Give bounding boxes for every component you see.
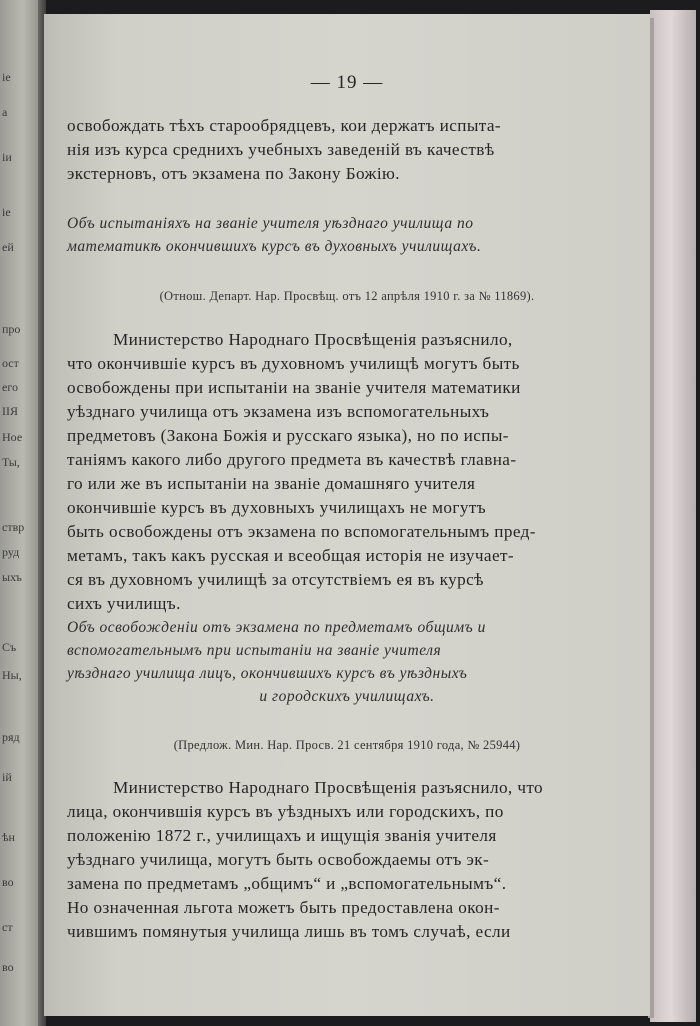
text-line: положенію 1872 г., училищахъ и ищущія званія учителя — [67, 826, 497, 845]
facing-page-edge — [0, 0, 42, 1026]
facing-page-fragment: ряд — [2, 730, 20, 744]
text-line: Министерство Народнаго Просвѣщенія разъяснило, что — [113, 778, 544, 797]
body-paragraph — [44, 328, 650, 616]
facing-page-fragment: ыхъ — [2, 570, 22, 584]
facing-page-fragment: во — [2, 875, 14, 889]
facing-page-fragment: руд — [2, 545, 20, 559]
facing-page-fragment: ІІЯ — [2, 404, 18, 418]
facing-page-fragment: iи — [2, 150, 12, 164]
text-line: замена по предметамъ „общимъ“ и „вспомогательнымъ“. — [67, 874, 507, 893]
facing-page-fragment: ie — [2, 70, 11, 84]
text-line: быть освобождены отъ экзамена по вспомогательнымъ пред- — [67, 522, 536, 541]
section-heading-mathematics — [44, 212, 650, 258]
text-line: окончившіе курсъ въ духовныхъ училищахъ не могутъ — [67, 498, 487, 517]
text-line: нія изъ курса среднихъ учебныхъ заведеній въ качествѣ — [67, 140, 495, 159]
section-heading-exemption — [44, 616, 650, 708]
text-line: таніямъ какого либо другого предмета въ качествѣ главна- — [67, 450, 517, 469]
facing-page-fragment: про — [2, 322, 21, 336]
continuation-paragraph — [44, 114, 650, 186]
text-line: Министерство Народнаго Просвѣщенія разъяснило, — [113, 330, 513, 349]
source-reference: (Отнош. Департ. Нар. Просвѣщ. отъ 12 апрѣля 1910 г. за № 11869). — [159, 289, 535, 303]
page-number: — 19 — — [310, 72, 384, 93]
facing-page-fragment: его — [2, 380, 18, 394]
facing-page-fragment: ст — [2, 920, 13, 934]
facing-page-fragment: Съ — [2, 640, 17, 654]
text-line: Но означенная льгота можетъ быть предоставлена окон- — [67, 898, 500, 917]
facing-page-fragment: во — [2, 960, 14, 974]
body-paragraph — [44, 776, 650, 944]
text-line: ся въ духовномъ училищѣ за отсутствіемъ ея въ курсѣ — [67, 570, 484, 589]
facing-page-fragment: ост — [2, 356, 19, 370]
heading-line: уѣзднаго училища лицъ, окончившихъ курсъ въ уѣздныхъ — [67, 665, 468, 682]
facing-page-fragment: Ты, — [2, 455, 20, 469]
heading-line: Объ освобожденіи отъ экзамена по предметамъ общимъ и — [67, 619, 486, 636]
book-page — [44, 14, 650, 1016]
facing-page-fragment: ствр — [2, 520, 25, 534]
facing-page-fragment: Ны, — [2, 668, 22, 682]
heading-line: и городскихъ училищахъ. — [259, 688, 435, 705]
text-line: предметовъ (Закона Божія и русскаго языка), но по испы- — [67, 426, 509, 445]
text-line: экстерновъ, отъ экзамена по Закону Божію. — [67, 164, 400, 183]
facing-page-fragment: Ное — [2, 430, 23, 444]
text-line: освобождены при испытаніи на званіе учителя математики — [67, 378, 521, 397]
facing-page-fragment: а — [2, 105, 8, 119]
page-stack-edge — [650, 10, 696, 1022]
facing-page-fragment: ей — [2, 240, 14, 254]
text-line: лица, окончившія курсъ въ уѣздныхъ или городскихъ, по — [67, 802, 504, 821]
heading-line: вспомогательнымъ при испытаніи на званіе учителя — [67, 642, 442, 659]
text-line: сихъ училищъ. — [67, 594, 181, 613]
text-line: уѣзднаго училища отъ экзамена изъ вспомогательныхъ — [67, 402, 490, 421]
source-reference: (Предлож. Мин. Нар. Просв. 21 сентября 1910 года, № 25944) — [173, 738, 521, 752]
text-line: чившимъ помянутыя училища лишь въ томъ случаѣ, если — [67, 922, 511, 941]
text-line: освобождать тѣхъ старообрядцевъ, кои держатъ испыта- — [67, 116, 502, 135]
text-line: го или же въ испытаніи на званіе домашняго учителя — [67, 474, 476, 493]
facing-page-fragment: ій — [2, 770, 12, 784]
heading-line: Объ испытаніяхъ на званіе учителя уѣзднаго училища по — [67, 215, 474, 232]
text-line: уѣзднаго училища, могутъ быть освобождаемы отъ эк- — [67, 850, 490, 869]
facing-page-fragment: ie — [2, 205, 11, 219]
text-line: что окончившіе курсъ въ духовномъ училищѣ могутъ быть — [67, 354, 520, 373]
heading-line: математикѣ окончившихъ курсъ въ духовныхъ училищахъ. — [67, 238, 482, 255]
text-line: метамъ, такъ какъ русская и всеобщая исторія не изучает- — [67, 546, 515, 565]
facing-page-fragment: ѣн — [2, 830, 15, 844]
